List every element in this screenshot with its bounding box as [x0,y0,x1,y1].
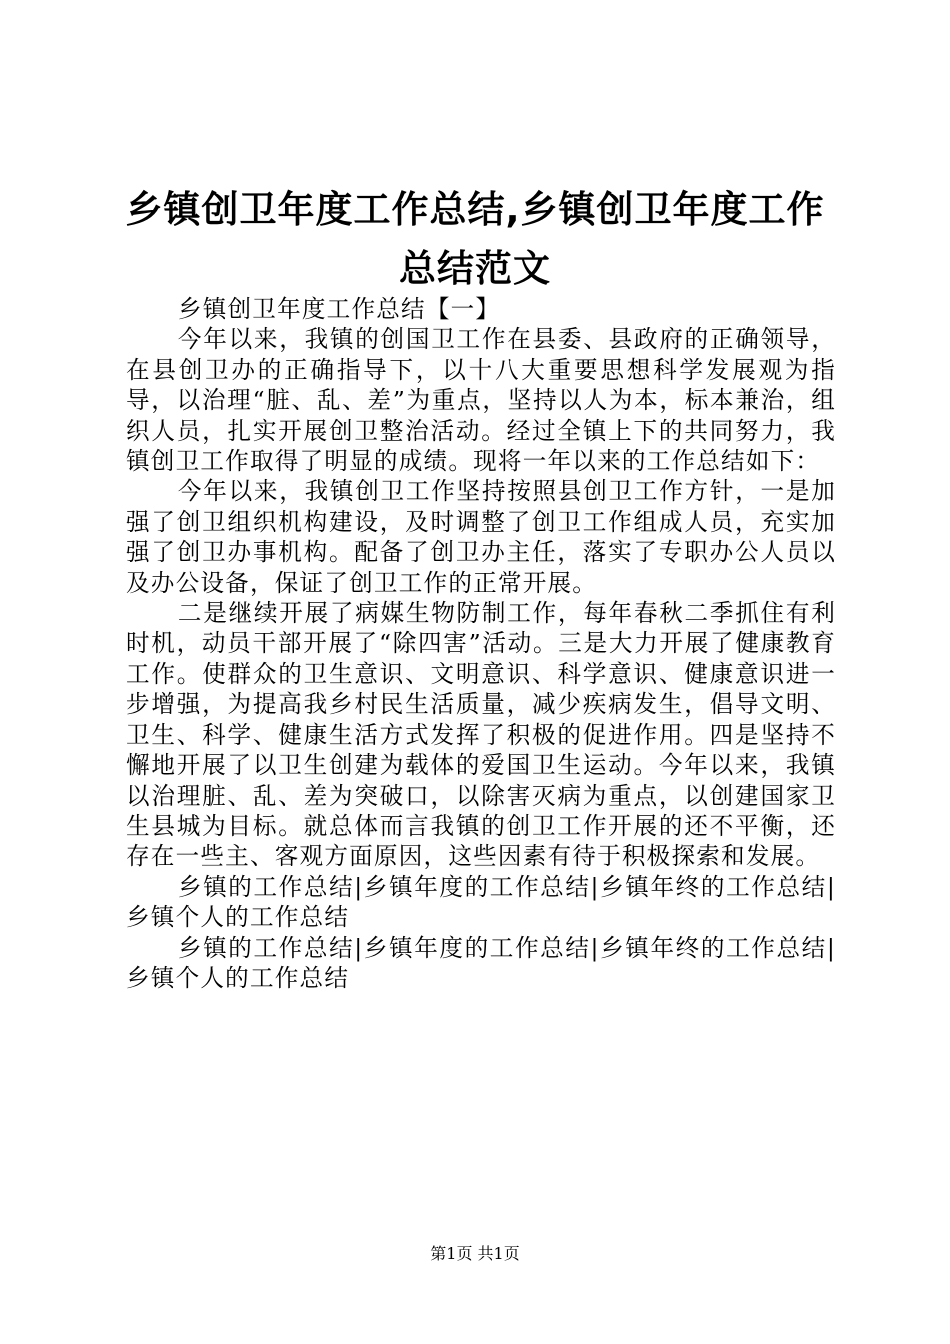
section-heading: 乡镇创卫年度工作总结【一】 [177,295,501,323]
body-paragraph: 二是继续开展了病媒生物防制工作，每年春秋二季抓住有利时机，动员干部开展了“除四害”活动。三是大力开展了健康教育工作。使群众的卫生意识、文明意识、科学意识、健康意识进一步增强，为提高我乡村民生活质量，减少疾病发生，倡导文明、卫生、科学、健康生活方式发挥了积极的促进作用。四是坚持不懈地开展了以卫生创建为载体的爱国卫生运动。今年以来，我镇以治理脏、乱、差为突破口，以除害灭病为重点，以创建国家卫生县城为目标。就总体而言我镇的创卫工作开展的还不平衡，还存在一些主、客观方面原因，这些因素有待于积极探索和发展。 [126,599,836,871]
document-title: 乡镇创卫年度工作总结,乡镇创卫年度工作总结范文 [125,188,825,290]
body-paragraph: 今年以来，我镇的创国卫工作在县委、县政府的正确领导，在县创卫办的正确指导下，以十八大重要思想科学发展观为指导，以治理“脏、乱、差”为重点，坚持以人为本，标本兼治，组织人员，扎实开展创卫整治活动。经过全镇上下的共同努力，我镇创卫工作取得了明显的成绩。现将一年以来的工作总结如下： [126,325,836,476]
page-footer: 第1页 共1页 [430,1244,520,1263]
related-links-line: 乡镇的工作总结|乡镇年度的工作总结|乡镇年终的工作总结|乡镇个人的工作总结 [126,872,836,932]
body-paragraph: 今年以来，我镇创卫工作坚持按照县创卫工作方针，一是加强了创卫组织机构建设，及时调整了创卫工作组成人员，充实加强了创卫办事机构。配备了创卫办主任，落实了专职办公人员以及办公设备，保证了创卫工作的正常开展。 [126,477,836,597]
document-body [126,294,836,993]
related-links-line: 乡镇的工作总结|乡镇年度的工作总结|乡镇年终的工作总结|乡镇个人的工作总结 [126,933,836,992]
